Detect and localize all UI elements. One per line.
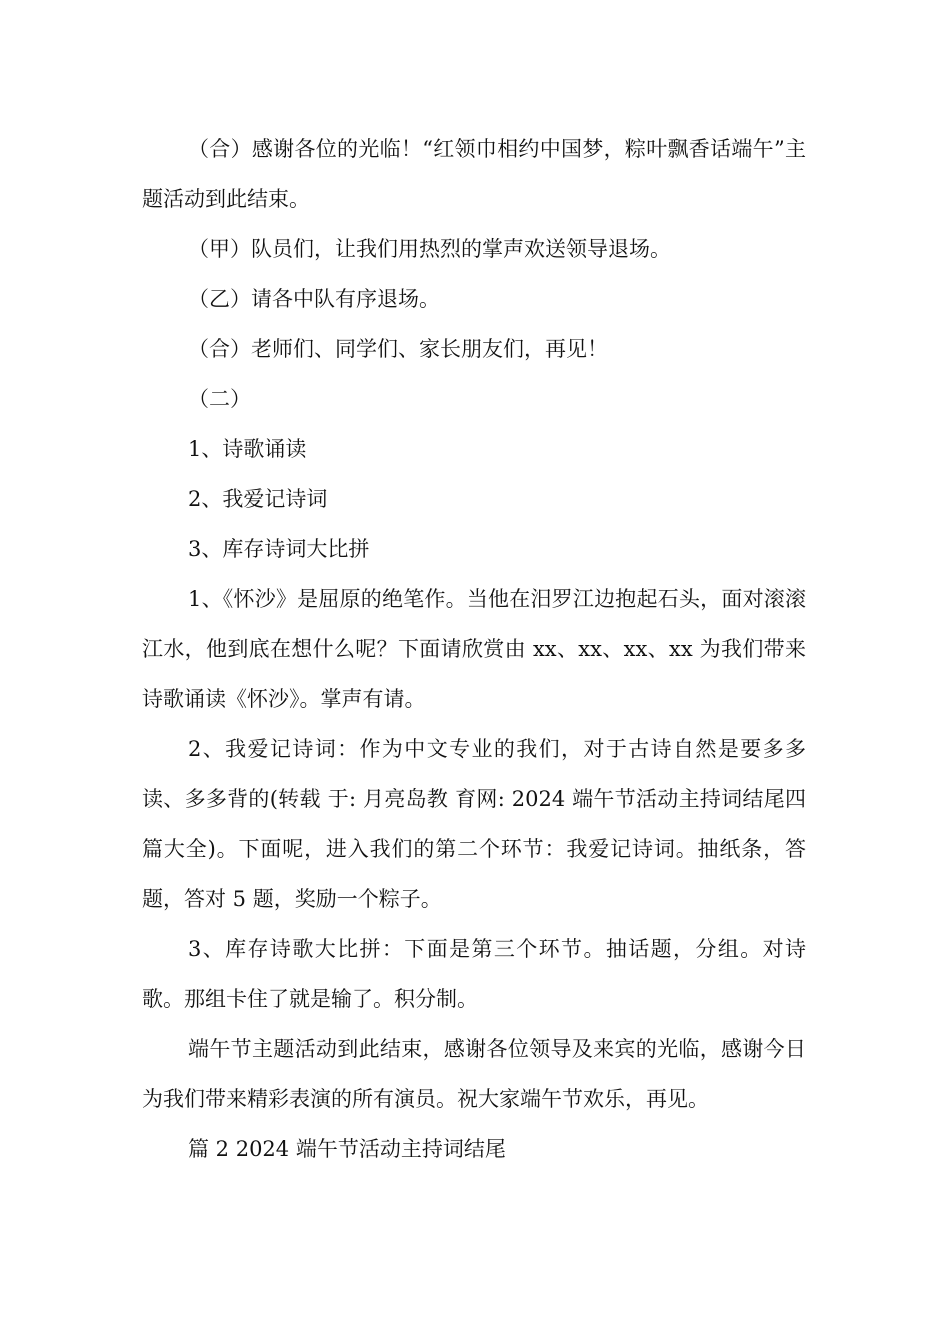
list-item: 3、库存诗词大比拼 xyxy=(188,537,370,561)
paragraph: 1、《怀沙》是屈原的绝笔作。当他在汨罗江边抱起石头，面对滚滚江水，他到底在想什么呢？下面请欣赏由 xx、xx、xx、xx 为我们带来诗歌诵读《怀沙》。掌声有请。 xyxy=(142,587,806,711)
paragraph: （合）老师们、同学们、家长朋友们，再见！ xyxy=(188,337,608,361)
paragraph: （乙）请各中队有序退场。 xyxy=(188,287,440,311)
paragraph: （二） xyxy=(188,387,251,411)
paragraph: 3、库存诗歌大比拼：下面是第三个环节。抽话题，分组。对诗歌。那组卡住了就是输了。积分制。 xyxy=(142,937,806,1011)
paragraph: （合）感谢各位的光临！“红领巾相约中国梦，粽叶飘香话端午”主题活动到此结束。 xyxy=(142,137,806,211)
paragraph: 端午节主题活动到此结束，感谢各位领导及来宾的光临，感谢今日为我们带来精彩表演的所有演员。祝大家端午节欢乐，再见。 xyxy=(142,1037,806,1111)
list-item: 2、我爱记诗词 xyxy=(188,487,328,511)
paragraph: 2、我爱记诗词：作为中文专业的我们，对于古诗自然是要多多读、多多背的(转载 于: 月亮岛教 育网: 2024 端午节活动主持词结尾四篇大全)。下面呢，进入我们的第二个环节：我爱记诗词。抽纸条，答题，答对 5 题，奖励一个粽子。 xyxy=(142,737,806,911)
section-heading: 篇 2 2024 端午节活动主持词结尾 xyxy=(188,1137,506,1161)
document-body xyxy=(142,124,806,1174)
paragraph: （甲）队员们，让我们用热烈的掌声欢送领导退场。 xyxy=(188,237,671,261)
list-item: 1、诗歌诵读 xyxy=(188,437,307,461)
